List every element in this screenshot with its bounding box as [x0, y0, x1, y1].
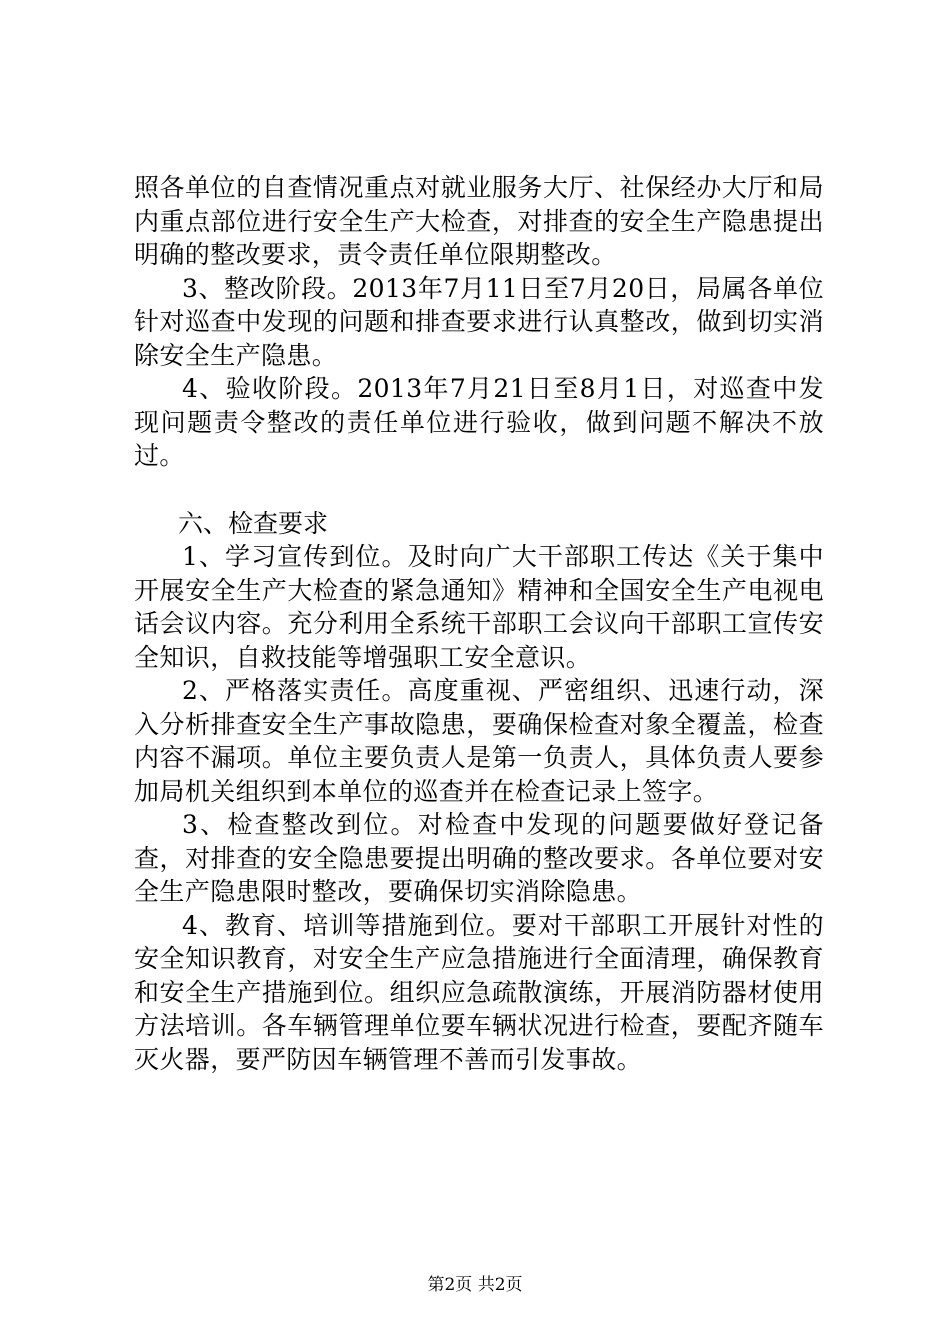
paragraph-continuation: 照各单位的自查情况重点对就业服务大厅、社保经办大厅和局内重点部位进行安全生产大检查，对排查的安全生产隐患提出明确的整改要求，责令责任单位限期整改。: [134, 173, 824, 269]
paragraph-requirement-3: 3、检查整改到位。对检查中发现的问题要做好登记备查，对排查的安全隐患要提出明确的整改要求。各单位要对安全生产隐患限时整改，要确保切实消除隐患。: [134, 810, 824, 906]
paragraph-requirement-1: 1、学习宣传到位。及时向广大干部职工传达《关于集中开展安全生产大检查的紧急通知》精神和全国安全生产电视电话会议内容。充分利用全系统干部职工会议向干部职工宣传安全知识，自救技能等增强职工安全意识。: [134, 542, 824, 672]
paragraph-requirement-4: 4、教育、培训等措施到位。要对干部职工开展针对性的安全知识教育，对安全生产应急措施进行全面清理，确保教育和安全生产措施到位。组织应急疏散演练，开展消防器材使用方法培训。各车辆管理单位要车辆状况进行检查，要配齐随车灭火器，要严防因车辆管理不善而引发事故。: [134, 910, 824, 1074]
paragraph-rectification-stage: 3、整改阶段。2013年7月11日至7月20日，局属各单位针对巡查中发现的问题和排查要求进行认真整改，做到切实消除安全生产隐患。: [134, 273, 824, 370]
paragraph-requirement-2: 2、严格落实责任。高度重视、严密组织、迅速行动，深入分析排查安全生产事故隐患，要确保检查对象全覆盖，检查内容不漏项。单位主要负责人是第一负责人，具体负责人要参加局机关组织到本单位的巡查并在检查记录上签字。: [134, 676, 824, 806]
document-body: [134, 171, 824, 1076]
section-heading: 六、检查要求: [178, 508, 329, 538]
paragraph-acceptance-stage: 4、验收阶段。2013年7月21日至8月1日，对巡查中发现问题责令整改的责任单位进行验收，做到问题不解决不放过。: [134, 374, 824, 470]
page-number-footer: 第2页 共2页: [427, 1275, 523, 1295]
